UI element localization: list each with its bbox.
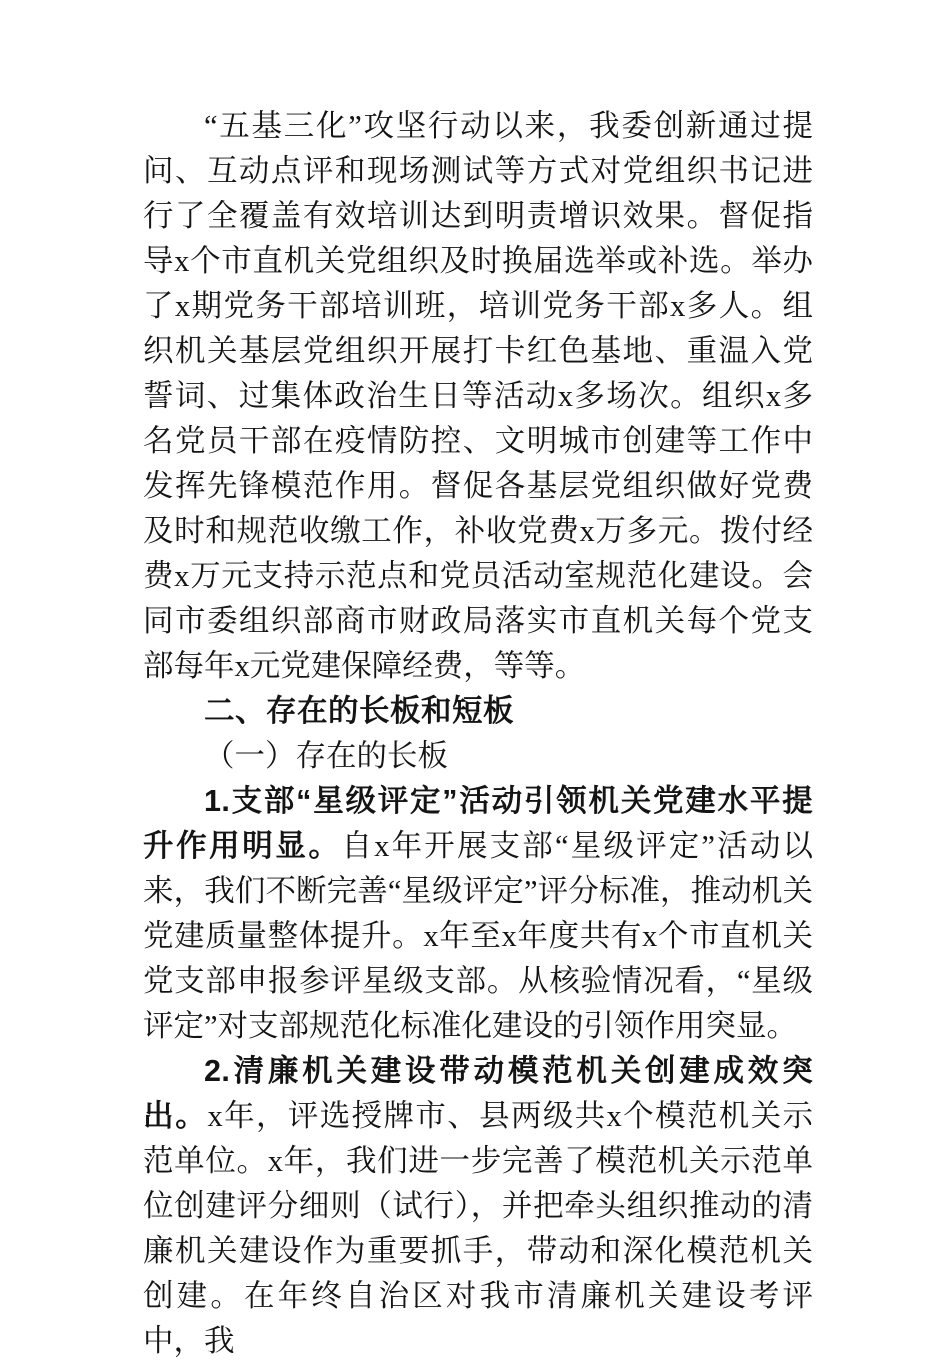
paragraph-item-2-bold-lead: 2.清廉机关建设带动模范机关创建成效突出。 — [143, 1054, 813, 1133]
paragraph-item-2 — [143, 1049, 813, 1364]
paragraph-item-1-body: 自x年开展支部“星级评定”活动以来，我们不断完善“星级评定”评分标准，推动机关党建质量整体提升。x年至x年度共有x个市直机关党支部申报参评星级支部。从核验情况看，“星级评定”对支部规范化标准化建设的引领作用突显。 — [143, 829, 813, 1043]
heading-section-two: 二、存在的长板和短板 — [204, 694, 514, 728]
paragraph-item-1 — [143, 779, 813, 1049]
paragraph-item-1-bold-lead: 1.支部“星级评定”活动引领机关党建水平提升作用明显。 — [143, 784, 813, 863]
paragraph-item-2-body: x年，评选授牌市、县两级共x个模范机关示范单位。x年，我们进一步完善了模范机关示范单位创建评分细则（试行），并把牵头组织推动的清廉机关建设作为重要抓手，带动和深化模范机关创建。在年终自治区对我市清廉机关建设考评中，我 — [143, 1099, 814, 1358]
document-body — [143, 104, 813, 1364]
heading-subsection-one: （一）存在的长板 — [204, 739, 448, 773]
paragraph-五基三化-summary: “五基三化”攻坚行动以来，我委创新通过提问、互动点评和现场测试等方式对党组织书记进行了全覆盖有效培训达到明责增识效果。督促指导x个市直机关党组织及时换届选举或补选。举办了x期党务干部培训班，培训党务干部x多人。组织机关基层党组织开展打卡红色基地、重温入党誓词、过集体政治生日等活动x多场次。组织x多名党员干部在疫情防控、文明城市创建等工作中发挥先锋模范作用。督促各基层党组织做好党费及时和规范收缴工作，补收党费x万多元。拨付经费x万元支持示范点和党员活动室规范化建设。会同市委组织部商市财政局落实市直机关每个党支部每年x元党建保障经费，等等。 — [143, 109, 813, 683]
